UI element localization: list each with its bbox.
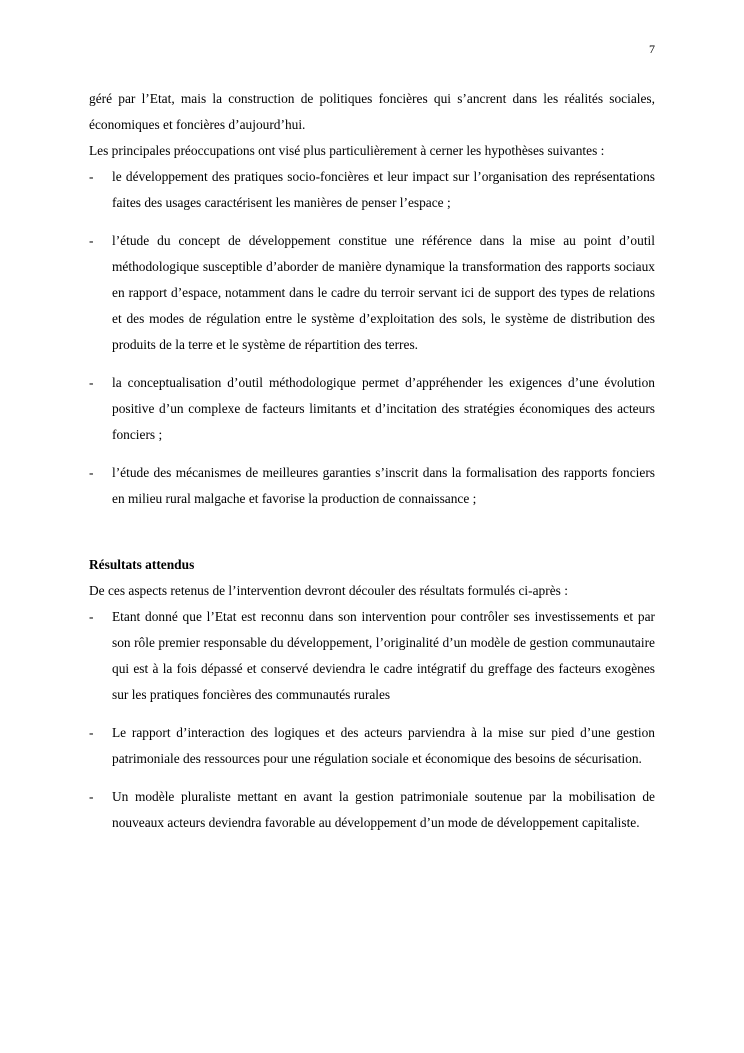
list-item-text: le développement des pratiques socio-foncières et leur impact sur l’organisation des représentations faites des usages caractérisent les manières de penser l’espace ; <box>112 169 655 210</box>
preoccupations-paragraph: Les principales préoccupations ont visé plus particulièrement à cerner les hypothèses suivantes : <box>89 143 605 158</box>
results-intro: De ces aspects retenus de l’intervention devront découler des résultats formulés ci-après : <box>89 583 568 598</box>
page-number: 7 <box>649 42 655 56</box>
results-heading: Résultats attendus <box>89 557 195 572</box>
list-bullet: - <box>89 375 94 390</box>
results-list <box>89 604 655 836</box>
list-bullet: - <box>89 789 94 804</box>
list-item <box>89 604 655 708</box>
list-bullet: - <box>89 609 94 624</box>
list-item <box>89 460 655 512</box>
list-item-text: la conceptualisation d’outil méthodologique permet d’appréhender les exigences d’une évolution positive d’un complexe de facteurs limitants et d’incitation des stratégies économiques des acteurs fonciers ; <box>112 375 655 442</box>
list-item <box>89 228 655 358</box>
list-item-text: Le rapport d’interaction des logiques et des acteurs parviendra à la mise sur pied d’une gestion patrimoniale des ressources pour une régulation sociale et économique des besoins de sécurisation. <box>112 725 655 766</box>
list-bullet: - <box>89 169 94 184</box>
list-item-text: l’étude du concept de développement constitue une référence dans la mise au point d’outil méthodologique susceptible d’aborder de manière dynamique la transformation des rapports sociaux en rapport d’espace, notamment dans le cadre du terroir servant ici de support des types de relations et des modes de régulation entre le système d’exploitation des sols, le système de distribution des produits de la terre et le système de répartition des terres. <box>112 233 655 352</box>
section-spacer <box>89 524 655 552</box>
list-item-text: l’étude des mécanismes de meilleures garanties s’inscrit dans la formalisation des rapports fonciers en milieu rural malgache et favorise la production de connaissance ; <box>112 465 655 506</box>
list-item <box>89 370 655 448</box>
list-item-text: Un modèle pluraliste mettant en avant la gestion patrimoniale soutenue par la mobilisation de nouveaux acteurs deviendra favorable au développement d’un mode de développement capitaliste. <box>112 789 655 830</box>
hypotheses-list <box>89 164 655 512</box>
list-item <box>89 784 655 836</box>
intro-continuation: géré par l’Etat, mais la construction de politiques foncières qui s’ancrent dans les réalités sociales, économiques et foncières d’aujourd’hui. <box>89 91 655 132</box>
list-item-text: Etant donné que l’Etat est reconnu dans son intervention pour contrôler ses investissements et par son rôle premier responsable du développement, l’originalité d’un modèle de gestion communautaire qui est à la fois dépassé et conservé deviendra le cadre intégratif du greffage des facteurs exogènes sur les pratiques foncières des communautés rurales <box>112 609 655 702</box>
list-bullet: - <box>89 725 94 740</box>
list-item <box>89 720 655 772</box>
list-item <box>89 164 655 216</box>
list-bullet: - <box>89 233 94 248</box>
list-bullet: - <box>89 465 94 480</box>
document-body <box>89 86 655 848</box>
